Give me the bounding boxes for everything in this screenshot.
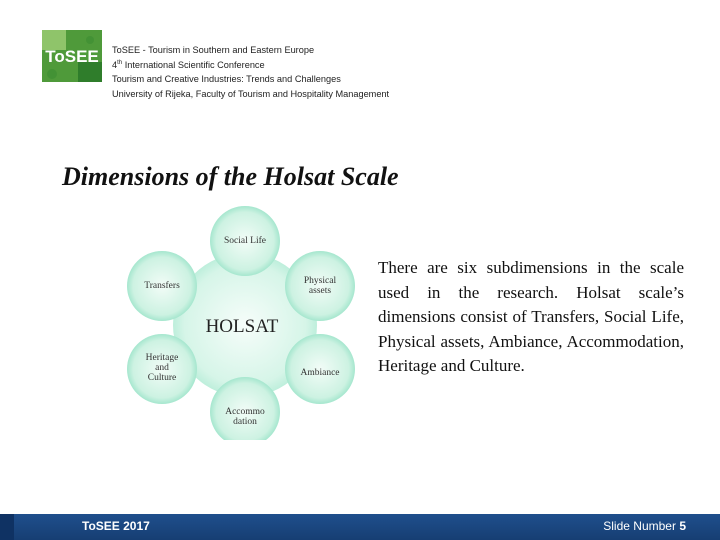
conference-header [112, 43, 389, 101]
tosee-logo [38, 22, 104, 96]
node-transfers-label: Transfers [144, 281, 180, 291]
header-line-3: Tourism and Creative Industries: Trends and Challenges [112, 74, 341, 85]
holsat-diagram [100, 200, 380, 440]
slide-number-label: Slide Number [603, 519, 676, 533]
node-physical-assets-label: Physical assets [303, 276, 337, 296]
footer-bar [0, 514, 720, 540]
conference-type: International Scientific Conference [124, 59, 265, 70]
logo-text: ToSEE [45, 47, 99, 66]
slide-body-text: There are six subdimensions in the scale used in the research. Holsat scale’s dimensions consist of Transfers, Social Life, Physical assets, Ambiance, Accommodation, Heritage and Culture. [378, 258, 684, 376]
slide-number [603, 519, 686, 533]
slide-title: Dimensions of the Holsat Scale [62, 162, 399, 191]
node-accommodation-label: Accommo dation [225, 407, 265, 427]
node-social-life-label: Social Life [224, 236, 266, 246]
node-ambiance-label: Ambiance [300, 368, 340, 378]
node-heritage-label: Heritage and Culture [145, 353, 179, 383]
conference-suffix: th [117, 59, 123, 66]
conference-number: 4 [112, 59, 118, 70]
footer-left-text: ToSEE 2017 [82, 519, 150, 533]
header-line-2 [112, 58, 389, 73]
header-line-4: University of Rijeka, Faculty of Tourism and Hospitality Management [112, 88, 390, 99]
slide-number-value: 5 [679, 519, 686, 533]
header-line-1: ToSEE - Tourism in Southern and Eastern Europe [112, 45, 315, 55]
footer-accent [0, 514, 14, 540]
center-label: HOLSAT [205, 316, 279, 337]
